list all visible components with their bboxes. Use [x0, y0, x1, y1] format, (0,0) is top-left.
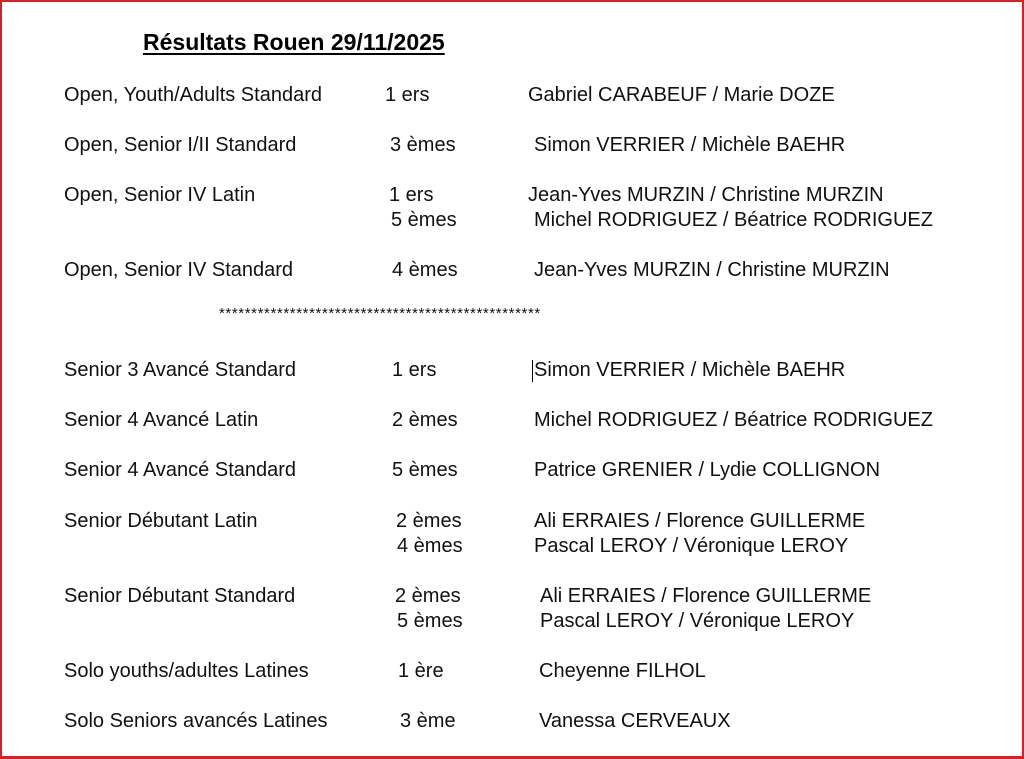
result-place: 4 èmes — [397, 535, 463, 557]
result-couple: Michel RODRIGUEZ / Béatrice RODRIGUEZ — [534, 409, 933, 431]
result-category: Solo youths/adultes Latines — [64, 660, 309, 682]
result-place: 2 èmes — [395, 585, 461, 607]
result-place: 1 ers — [385, 84, 430, 106]
result-couple: Vanessa CERVEAUX — [539, 710, 731, 732]
result-category: Solo Seniors avancés Latines — [64, 710, 328, 732]
result-place: 5 èmes — [391, 209, 457, 231]
result-category: Senior 3 Avancé Standard — [64, 359, 297, 381]
result-place: 1 ère — [398, 660, 444, 682]
result-couple: Jean-Yves MURZIN / Christine MURZIN — [528, 184, 884, 206]
result-place: 1 ers — [392, 359, 437, 381]
result-place: 4 èmes — [392, 259, 458, 281]
result-place: 3 èmes — [390, 134, 456, 156]
result-row — [2, 182, 1022, 208]
result-row — [2, 508, 1022, 534]
result-couple: Pascal LEROY / Véronique LEROY — [540, 610, 855, 632]
result-couple: Patrice GRENIER / Lydie COLLIGNON — [534, 459, 881, 481]
result-couple: Pascal LEROY / Véronique LEROY — [534, 535, 849, 557]
result-row — [2, 708, 1022, 734]
result-category: Open, Youth/Adults Standard — [64, 84, 322, 106]
result-couple: Cheyenne FILHOL — [539, 660, 706, 682]
page-title: Résultats Rouen 29/11/2025 — [143, 29, 445, 55]
result-category: Open, Senior IV Latin — [64, 184, 256, 206]
result-couple: Gabriel CARABEUF / Marie DOZE — [528, 84, 835, 106]
result-category: Senior Débutant Standard — [64, 585, 296, 607]
result-place: 3 ème — [400, 710, 456, 732]
result-row — [2, 533, 1022, 559]
result-couple: Jean-Yves MURZIN / Christine MURZIN — [534, 259, 890, 281]
result-row — [2, 207, 1022, 233]
result-category: Open, Senior I/II Standard — [64, 134, 297, 156]
result-row — [2, 257, 1022, 283]
result-couple: Ali ERRAIES / Florence GUILLERME — [540, 585, 872, 607]
result-place: 2 èmes — [396, 510, 462, 532]
section-separator: ************************************************** — [219, 305, 541, 322]
result-category: Senior 4 Avancé Standard — [64, 459, 297, 481]
result-row — [2, 608, 1022, 634]
result-couple: Simon VERRIER / Michèle BAEHR — [534, 359, 846, 381]
result-row — [2, 658, 1022, 684]
result-row — [2, 457, 1022, 483]
result-place: 2 èmes — [392, 409, 458, 431]
result-category: Senior Débutant Latin — [64, 510, 258, 532]
result-place: 5 èmes — [392, 459, 458, 481]
result-row — [2, 407, 1022, 433]
result-couple: Simon VERRIER / Michèle BAEHR — [534, 134, 846, 156]
result-row — [2, 583, 1022, 609]
result-category: Open, Senior IV Standard — [64, 259, 294, 281]
result-couple: Ali ERRAIES / Florence GUILLERME — [534, 510, 866, 532]
result-category: Senior 4 Avancé Latin — [64, 409, 259, 431]
result-row — [2, 132, 1022, 158]
result-couple: Michel RODRIGUEZ / Béatrice RODRIGUEZ — [534, 209, 933, 231]
text-cursor — [532, 360, 533, 382]
result-place: 1 ers — [389, 184, 434, 206]
result-place: 5 èmes — [397, 610, 463, 632]
result-row — [2, 82, 1022, 108]
result-row — [2, 357, 1022, 383]
